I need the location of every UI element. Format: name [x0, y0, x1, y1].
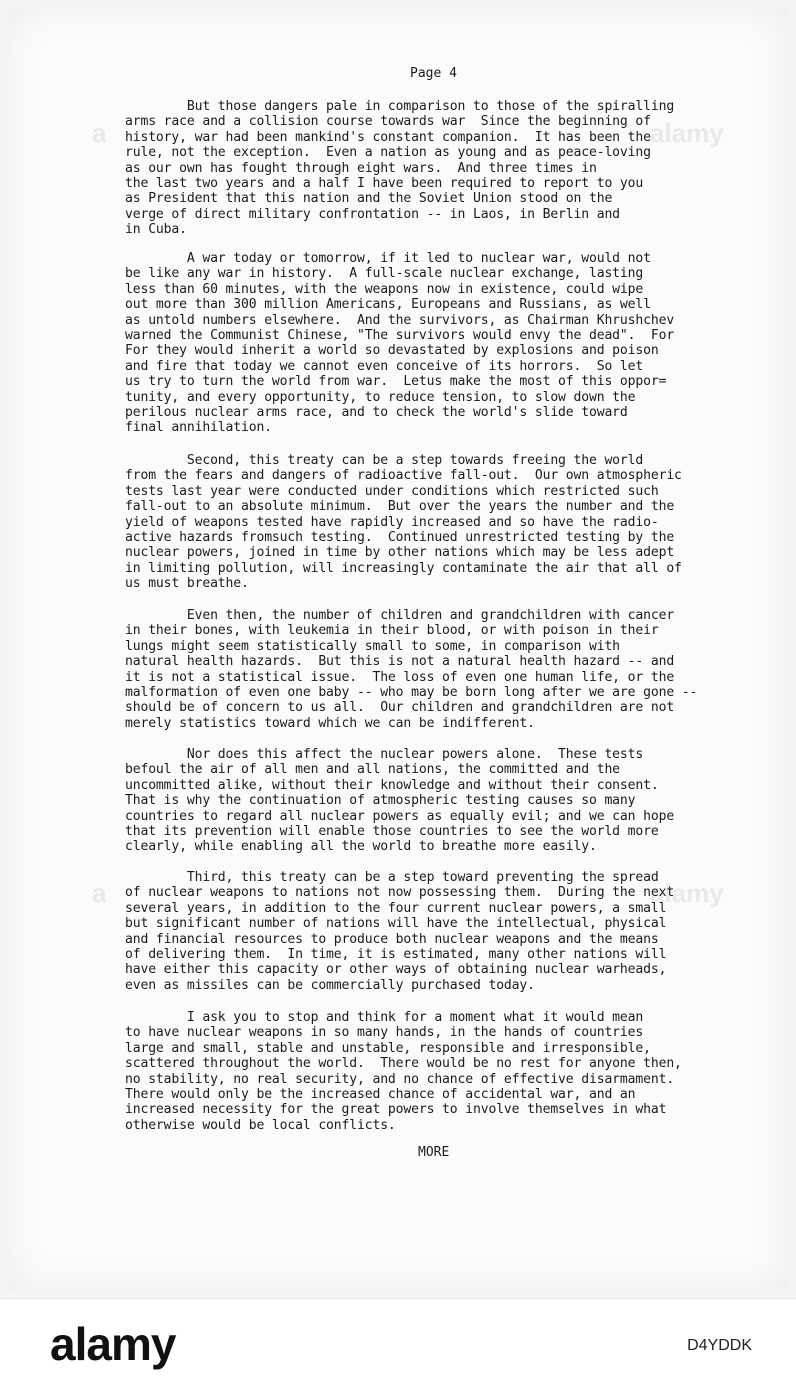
paragraph-3: Second, this treaty can be a step towards freeing the world from the fears and dangers of radioactive fall-out. Our own atmospheric tests last year were conducted under conditions which restricted such fall-out to an absolute minimum. But over the years the number and the yield of weapons tested have rapidly increased and so have the radio- active hazards fromsuch testing. Continued unrestricted testing by the nuclear powers, joined in time by other nations which may be less adept in limiting pollution, will increasingly contaminate the air that all of us must breathe. [125, 453, 682, 592]
paragraph-1: But those dangers pale in comparison to those of the spiralling arms race and a collision course towards war Since the beginning of history, war had been mankind's constant companion. It has been the rule, not the exception. Even a nation as young and as peace-loving as our own has fought through eight wars. And three times in the last two years and a half I have been required to report to you as President that this nation and the Soviet Union stood on the verge of direct military confrontation -- in Laos, in Berlin and in Cuba. [125, 99, 675, 238]
paragraph-4: Even then, the number of children and grandchildren with cancer in their bones, with leukemia in their blood, or with poison in their lungs might seem statistically small to some, in comparison with natural health hazards. But this is not a natural health hazard -- and it is not a statistical issue. The loss of even one human life, or the malformation of even one baby -- who may be born long after we are gone -- should be of concern to us all. Our children and grandchildren are not merely statistics toward which we can be indifferent. [125, 608, 698, 731]
watermark-text: alamy [650, 878, 724, 908]
stock-footer [0, 1298, 796, 1391]
more-label: MORE [418, 1145, 450, 1160]
watermark-text: alamy [650, 118, 724, 148]
image-reference: D4YDDK [687, 1337, 752, 1354]
paragraph-7: I ask you to stop and think for a moment what it would mean to have nuclear weapons in so many hands, in the hands of countries large and small, stable and unstable, responsible and irresponsible, scattered throughout the world. There would be no rest for anyone then, no stability, no real security, and no chance of effective disarmament. There would only be the increased chance of accidental war, and an increased necessity for the great powers to involve themselves in what otherwise would be local conflicts. [125, 1010, 682, 1133]
page-number: Page 4 [410, 66, 457, 81]
watermark-mark: a [92, 878, 107, 908]
watermark-mark: a [92, 118, 107, 148]
paragraph-5: Nor does this affect the nuclear powers alone. These tests befoul the air of all men and all nations, the committed and the uncommitted alike, without their knowledge and without their consent. That is why the continuation of atmospheric testing causes so many countries to regard all nuclear powers as equally evil; and we can hope that its prevention will enable those countries to see the world more clearly, while enabling all the world to breathe more easily. [125, 747, 675, 855]
paragraph-6: Third, this treaty can be a step toward preventing the spread of nuclear weapons to nations not now possessing them. During the next several years, in addition to the four current nuclear powers, a small but significant number of nations will have the intellectual, physical and financial resources to produce both nuclear weapons and the means of delivering them. In time, it is estimated, many other nations will have either this capacity or other ways of obtaining nuclear warheads, even as missiles can be commercially purchased today. [125, 870, 675, 993]
paragraph-2: A war today or tomorrow, if it led to nuclear war, would not be like any war in history. A full-scale nuclear exchange, lasting less than 60 minutes, with the weapons now in existence, could wipe out more than 300 million Americans, Europeans and Russians, as well as untold numbers elsewhere. And the survivors, as Chairman Khrushchev warned the Communist Chinese, "The survivors would envy the dead". For For they would inherit a world so devastated by explosions and poison and fire that today we cannot even conceive of its horrors. So let us try to turn the world from war. Letus make the most of this oppor= tunity, and every opportunity, to reduce tension, to slow down the perilous nuclear arms race, and to check the world's slide toward final annihilation. [125, 251, 675, 436]
brand-logo: alamy [50, 1318, 176, 1370]
